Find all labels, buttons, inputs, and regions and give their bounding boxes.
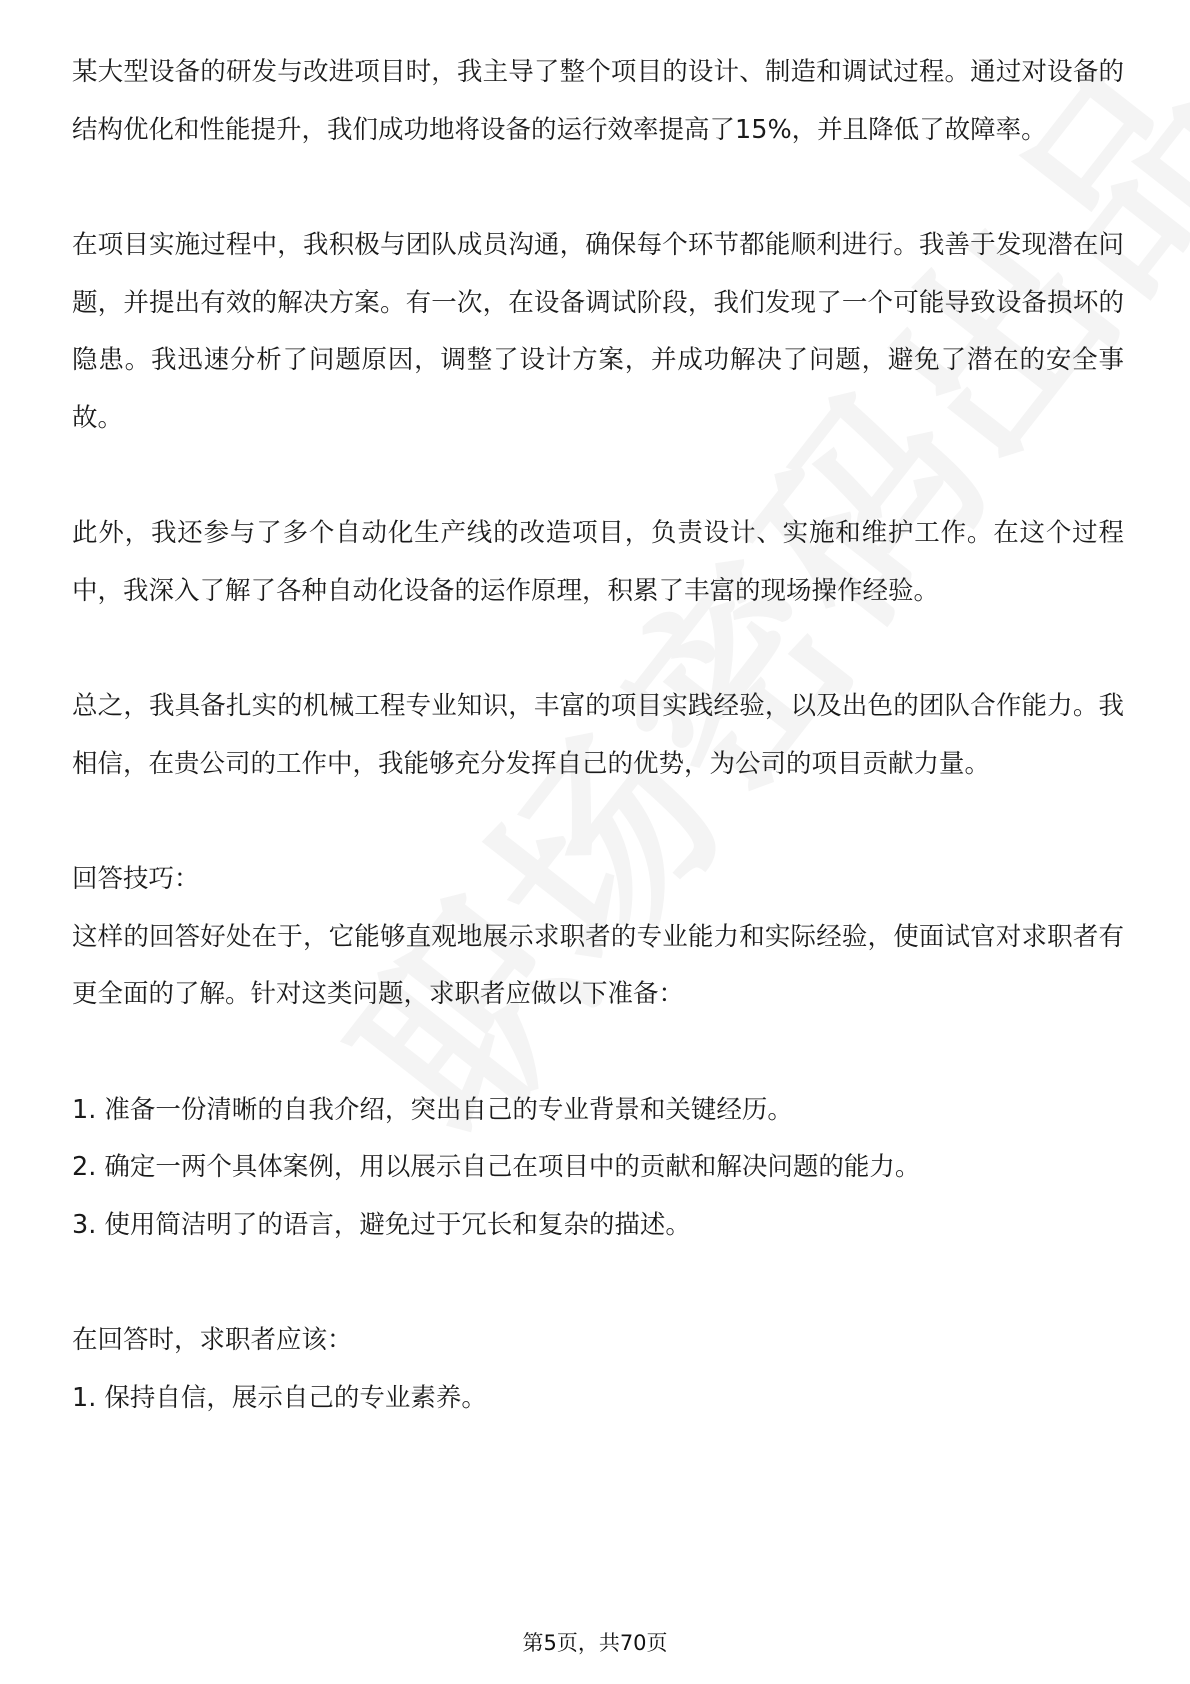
paragraph-summary: 总之，我具备扎实的机械工程专业知识，丰富的项目实践经验，以及出色的团队合作能力。我相信，在贵公司的工作中，我能够充分发挥自己的优势，为公司的项目贡献力量。 bbox=[72, 691, 1124, 779]
answer-list-item: 1. 保持自信，展示自己的专业素养。 bbox=[72, 1382, 487, 1413]
page-number: 第5页，共70页 bbox=[522, 1631, 668, 1655]
paragraph-gap bbox=[72, 793, 1124, 851]
tips-heading: 回答技巧： bbox=[72, 864, 200, 894]
prep-list-item: 3. 使用简洁明了的语言，避免过于冗长和复杂的描述。 bbox=[72, 1209, 691, 1240]
paragraph-gap bbox=[72, 620, 1124, 678]
paragraph-project-design: 某大型设备的研发与改进项目时，我主导了整个项目的设计、制造和调试过程。通过对设备的结构优化和性能提升，我们成功地将设备的运行效率提高了15%，并且降低了故障率。 bbox=[72, 57, 1124, 145]
prep-list-item: 1. 准备一份清晰的自我介绍，突出自己的专业背景和关键经历。 bbox=[72, 1094, 793, 1125]
document-body bbox=[72, 44, 1124, 1427]
paragraph-gap bbox=[72, 1024, 1124, 1082]
paragraph-automation: 此外，我还参与了多个自动化生产线的改造项目，负责设计、实施和维护工作。在这个过程中，我深入了解了各种自动化设备的运作原理，积累了丰富的现场操作经验。 bbox=[72, 518, 1124, 606]
paragraph-gap bbox=[72, 159, 1124, 217]
paragraph-gap bbox=[72, 1254, 1124, 1312]
tips-intro: 这样的回答好处在于，它能够直观地展示求职者的专业能力和实际经验，使面试官对求职者有更全面的了解。针对这类问题，求职者应做以下准备： bbox=[72, 921, 1124, 1009]
answer-heading: 在回答时，求职者应该： bbox=[72, 1325, 353, 1355]
prep-list-item: 2. 确定一两个具体案例，用以展示自己在项目中的贡献和解决问题的能力。 bbox=[72, 1152, 921, 1182]
paragraph-gap bbox=[72, 447, 1124, 505]
paragraph-teamwork: 在项目实施过程中，我积极与团队成员沟通，确保每个环节都能顺利进行。我善于发现潜在问题，并提出有效的解决方案。有一次，在设备调试阶段，我们发现了一个可能导致设备损坏的隐患。我迅速分析了问题原因，调整了设计方案，并成功解决了问题，避免了潜在的安全事故。 bbox=[72, 230, 1124, 433]
